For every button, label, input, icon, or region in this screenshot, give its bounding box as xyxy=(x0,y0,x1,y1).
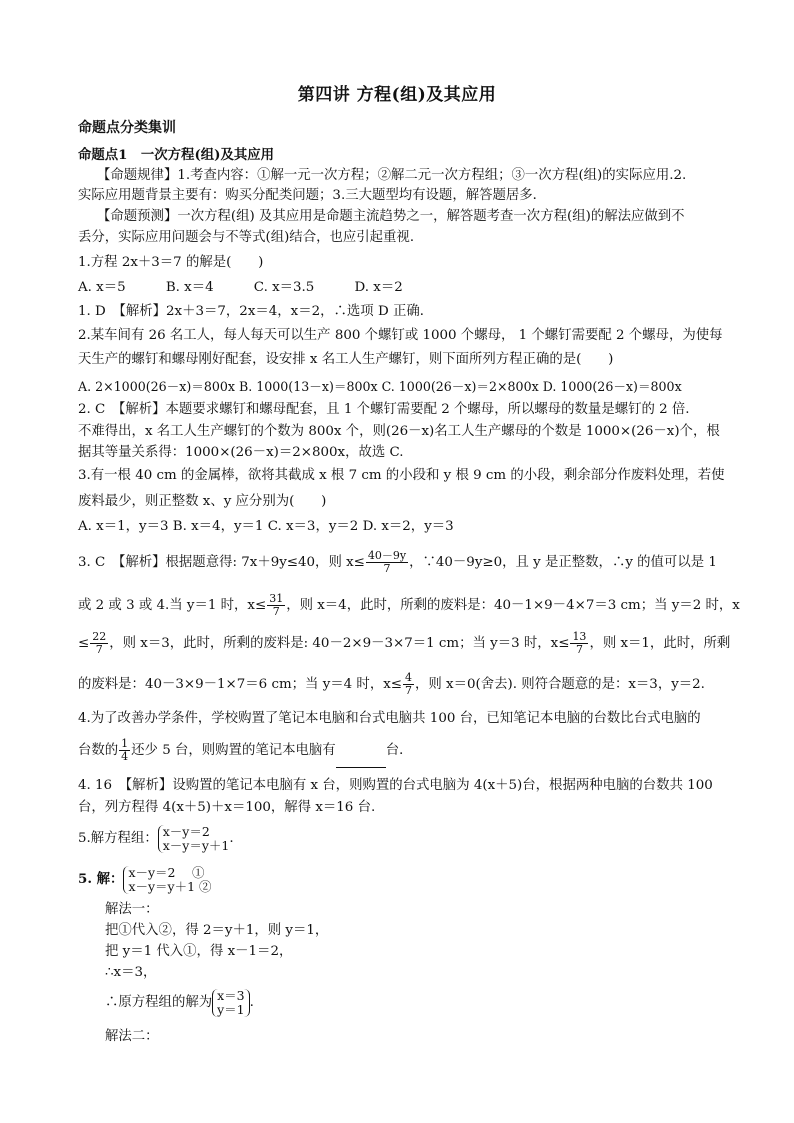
answer-2-line-3: 据其等量关系得：1000×(26－x)＝2×800x，故选 C. xyxy=(78,445,404,460)
question-2-options: A. 2×1000(26－x)＝800x B. 1000(13－x)＝800x C. 1000(26－x)＝2×800x D. 1000(26－x)＝800x xyxy=(78,379,682,394)
question-3-line-1: 3.有一根 40 cm 的金属棒，欲将其截成 x 根 7 cm 的小段和 y 根 9 cm 的小段，剩余部分作废料处理，若使 xyxy=(78,468,725,483)
answer-5-label: 5. 解： xyxy=(78,871,124,887)
question-3-options: A. x＝1，y＝3 B. x＝4，y＝1 C. x＝3，y＝2 D. x＝2，y＝3 xyxy=(78,519,454,534)
section-heading: 命题点分类集训 xyxy=(78,120,176,136)
law-line-1: 【命题规律】1.考查内容：①解一元一次方程；②解二元一次方程组；③一次方程(组)的实际应用.2. xyxy=(97,168,687,183)
answer-2-line-1: 2. C 【解析】本题要求螺钉和螺母配套，且 1 个螺钉需要配 2 个螺母，所以螺母的数量是螺钉的 2 倍. xyxy=(78,402,690,417)
answer-3-text: 的废料是：40－3×9－1×7＝6 cm；当 y＝4 时，x≤ xyxy=(78,677,402,692)
question-4-text: 台． xyxy=(385,743,413,758)
forecast-line-2: 丢分，实际应用问题会与不等式(组)结合，也应引起重视． xyxy=(78,230,424,245)
answer-4-line-1: 4. 16 【解析】设购置的笔记本电脑有 x 台，则购置的台式电脑为 4(x＋5)台，根据两种电脑的台数共 100 xyxy=(78,778,713,793)
question-4-text: 台数的 xyxy=(78,743,119,758)
fraction: $\frac{4}{7}$ xyxy=(404,671,412,697)
fraction: $\frac{13}{7}$ xyxy=(572,630,587,656)
topic-heading: 命题点1 一次方程(组)及其应用 xyxy=(78,147,275,163)
question-2-line-1: 2.某车间有 26 名工人，每人每天可以生产 800 个螺钉或 1000 个螺母， 1 个螺钉需要配 2 个螺母，为使每 xyxy=(78,328,723,343)
question-3-line-2: 废料最少，则正整数 x、y 应分别为( ) xyxy=(78,494,327,509)
answer-blank[interactable] xyxy=(336,753,386,768)
answer-3-text: ，则 x＝3，此时，所剩的废料是: 40－2×9－3×7＝1 cm；当 y＝3 时，x≤ xyxy=(109,636,570,651)
method-1-step-4: ∴原方程组的解为 x＝3 y＝1 . xyxy=(105,987,254,1017)
method-1-step-3: ∴x＝3， xyxy=(105,965,157,980)
question-2-line-2: 天生产的螺钉和螺母刚好配套，设安排 x 名工人生产螺钉，则下面所列方程正确的是( ) xyxy=(78,352,614,367)
answer-3-text: ≤ xyxy=(78,636,90,651)
answer-4-line-2: 台，列方程得 4(x＋5)＋x＝100，解得 x＝16 台. xyxy=(78,800,376,815)
answer-3-text: ，则 x＝4，此时，所剩的废料是：40－1×9－4×7＝3 cm；当 y＝2 时，x xyxy=(286,598,740,613)
law-line-2: 实际应用题背景主要有：购买分配类问题；3.三大题型均有设题，解答题居多． xyxy=(78,188,547,203)
solution-system: x＝3 y＝1 xyxy=(212,989,250,1017)
answer-3-text: 3. C 【解析】根据题意得: 7x＋9y≤40，则 x≤ xyxy=(78,555,365,570)
answer-3-text: ，∵40－9y≥0，且 y 是正整数，∴y 的值可以是 1 xyxy=(409,555,717,570)
question-1: 1.方程 2x＋3＝7 的解是( ) xyxy=(78,255,264,270)
answer-3-line-3 xyxy=(78,627,730,661)
method-2-heading: 解法二： xyxy=(105,1029,159,1044)
method-1-heading: 解法一： xyxy=(105,902,159,917)
method-1-step-2: 把 y＝1 代入①，得 x－1＝2， xyxy=(105,944,293,959)
question-5: 5.解方程组： x－y＝2 x－y＝y＋1. xyxy=(78,823,234,853)
page-title: 第四讲 方程(组)及其应用 xyxy=(297,85,497,105)
fraction: $\frac{1}{4}$ xyxy=(121,737,129,763)
question-5-text: 5.解方程组： xyxy=(78,831,158,846)
question-1-options: A. x＝5 B. x＝4 C. x＝3.5 D. x＝2 xyxy=(78,280,403,295)
answer-3-text: ，则 x＝0(舍去). 则符合题意的是：x＝3，y＝2. xyxy=(414,677,705,692)
question-4-text: 还少 5 台，则购置的笔记本电脑有 xyxy=(131,743,336,758)
fraction: $\frac{31}{7}$ xyxy=(269,592,284,618)
answer-3-line-2 xyxy=(78,589,740,623)
equation-system: x－y＝2 ① x－y＝y＋1 ② xyxy=(123,866,211,894)
fraction: $\frac{40-9y}{7}$ xyxy=(367,549,407,575)
forecast-line-1: 【命题预测】一次方程(组) 及其应用是命题主流趋势之一，解答题考查一次方程(组)的解法应做到不 xyxy=(97,209,685,224)
answer-3-text: 或 2 或 3 或 4.当 y＝1 时，x≤ xyxy=(78,598,267,613)
answer-5 xyxy=(78,862,212,897)
answer-1: 1. D 【解析】2x＋3＝7，2x＝4，x＝2，∴选项 D 正确． xyxy=(78,304,434,319)
answer-3-line-4 xyxy=(78,668,705,702)
answer-3-line-1 xyxy=(78,546,717,580)
fraction: $\frac{22}{7}$ xyxy=(92,630,107,656)
method-1-step-1: 把①代入②，得 2＝y＋1，则 y＝1， xyxy=(105,923,329,938)
question-4-line-1: 4.为了改善办学条件，学校购置了笔记本电脑和台式电脑共 100 台，已知笔记本电脑的台数比台式电脑的 xyxy=(78,711,701,726)
answer-3-text: ，则 x＝1，此时，所剩 xyxy=(589,636,731,651)
answer-2-line-2: 不难得出，x 名工人生产螺钉的个数为 800x 个，则(26－x)名工人生产螺母的个数是 1000×(26－x)个，根 xyxy=(78,424,720,439)
equation-system: x－y＝2 x－y＝y＋1 xyxy=(158,825,230,853)
question-4-line-2 xyxy=(78,734,412,768)
